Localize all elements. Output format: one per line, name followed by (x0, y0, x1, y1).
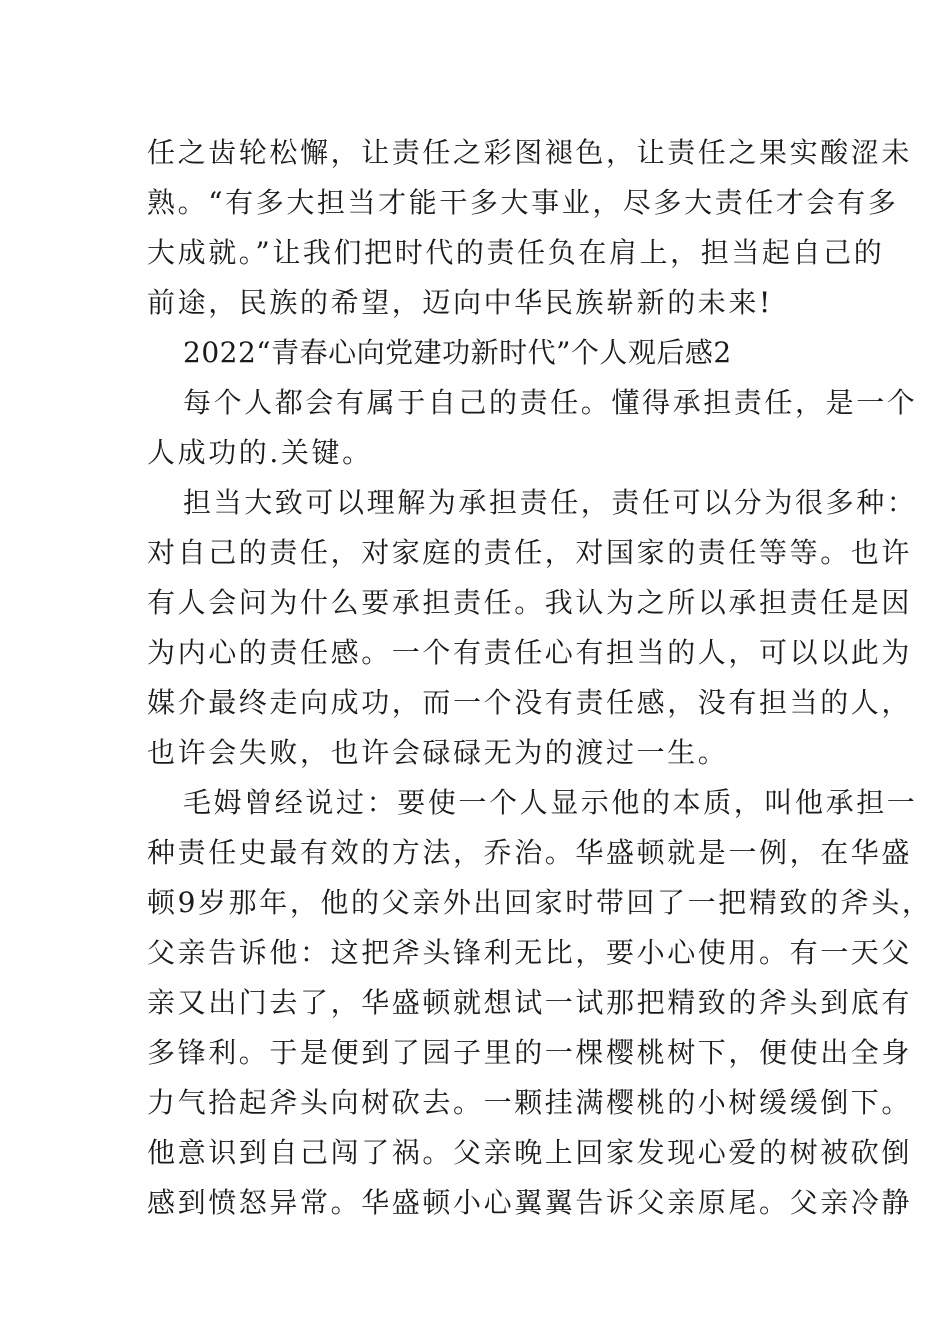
text-line: 前途，民族的希望，迈向中华民族崭新的未来! (147, 286, 773, 319)
paragraph-first-line: 毛姆曾经说过：要使一个人显示他的本质，叫他承担一 (183, 786, 918, 819)
text-line: 他意识到自己闯了祸。父亲晚上回家发现心爱的树被砍倒 (147, 1136, 913, 1169)
text-line: 对自己的责任，对家庭的责任，对国家的责任等等。也许 (147, 536, 913, 569)
text-line: 多锋利。于是便到了园子里的一棵樱桃树下，便使出全身 (147, 1036, 913, 1069)
text-line: 有人会问为什么要承担责任。我认为之所以承担责任是因 (147, 586, 913, 619)
section-heading: 2022“青春心向党建功新时代”个人观后感2 (183, 336, 732, 369)
text-line: 力气拾起斧头向树砍去。一颗挂满樱桃的小树缓缓倒下。 (147, 1086, 913, 1119)
paragraph-first-line: 每个人都会有属于自己的责任。懂得承担责任，是一个 (183, 386, 918, 419)
text-line: 顿9岁那年，他的父亲外出回家时带回了一把精致的斧头， (147, 886, 933, 919)
text-line: 感到愤怒异常。华盛顿小心翼翼告诉父亲原尾。父亲冷静 (147, 1186, 913, 1219)
text-line: 媒介最终走向成功，而一个没有责任感，没有担当的人， (147, 686, 913, 719)
text-line: 熟。“有多大担当才能干多大事业，尽多大责任才会有多 (147, 186, 899, 219)
text-line: 父亲告诉他：这把斧头锋利无比，要小心使用。有一天父 (147, 936, 913, 969)
text-line: 种责任史最有效的方法，乔治。华盛顿就是一例，在华盛 (147, 836, 913, 869)
paragraph-first-line: 担当大致可以理解为承担责任，责任可以分为很多种： (183, 486, 918, 519)
text-line: 也许会失败，也许会碌碌无为的渡过一生。 (147, 736, 729, 769)
text-line: 大成就。”让我们把时代的责任负在肩上，担当起自己的 (147, 236, 885, 269)
text-line: 人成功的.关键。 (147, 436, 373, 469)
text-line: 为内心的责任感。一个有责任心有担当的人，可以以此为 (147, 636, 913, 669)
text-line: 亲又出门去了，华盛顿就想试一试那把精致的斧头到底有 (147, 986, 913, 1019)
text-line: 任之齿轮松懈，让责任之彩图褪色，让责任之果实酸涩未 (147, 136, 913, 169)
